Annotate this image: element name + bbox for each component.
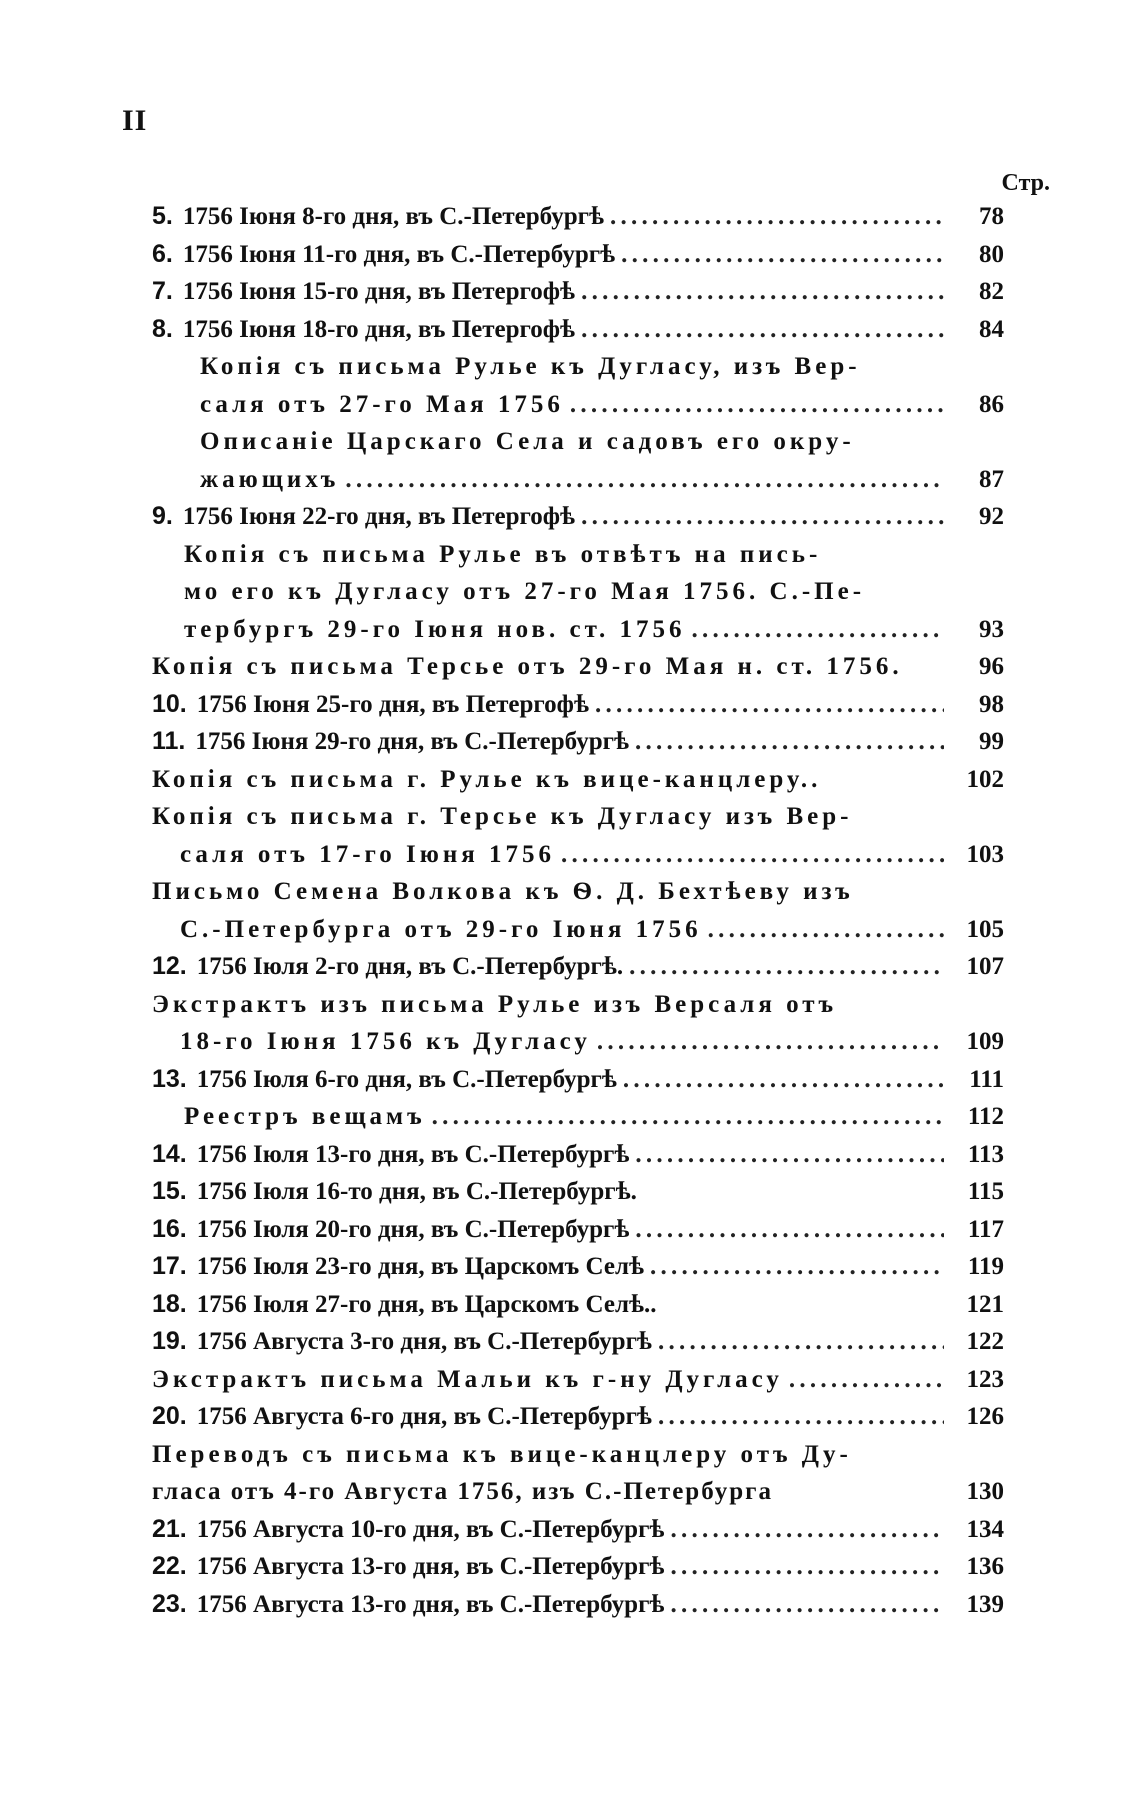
- entry-page: 113: [967, 1140, 1004, 1168]
- page-number: II: [122, 104, 148, 137]
- entry-page: 87: [979, 465, 1004, 493]
- toc-entry: [152, 723, 1004, 761]
- entry-title: 1756 Іюля 20-го дня, въ С.-Петербургѣ: [196, 1215, 630, 1243]
- entry-number: 12.: [152, 952, 187, 980]
- dot-leader: [432, 1098, 944, 1136]
- dot-leader: [597, 1023, 944, 1061]
- dot-leader: [621, 236, 944, 274]
- entry-number: 22.: [152, 1552, 187, 1580]
- page-column-header: Стр.: [1001, 170, 1050, 196]
- toc-subentry-line: [152, 348, 1004, 386]
- toc-subentry: [152, 461, 1004, 499]
- dot-leader: [623, 1061, 944, 1099]
- toc-entry: [152, 236, 1004, 274]
- toc-subentry-line: [152, 423, 1004, 461]
- entry-page: 112: [967, 1103, 1004, 1130]
- entry-page: 111: [969, 1065, 1004, 1093]
- entry-page: 117: [967, 1215, 1004, 1243]
- entry-title-continued: мо его къ Дугласу отъ 27-го Мая 1756. С.-Пе-: [184, 578, 866, 605]
- entry-title: 1756 Іюня 29-го дня, въ С.-Петербургѣ: [195, 728, 629, 755]
- entry-title: 1756 Іюня 8-го дня, въ С.-Петербургѣ: [182, 203, 604, 230]
- entry-number: 21.: [152, 1514, 187, 1543]
- entry-number: 14.: [152, 1139, 187, 1168]
- entry-number: 16.: [152, 1214, 187, 1243]
- entry-page: 93: [979, 615, 1004, 643]
- table-of-contents: [152, 198, 1004, 1623]
- entry-number: 7.: [152, 277, 173, 305]
- toc-subentry: [152, 611, 1004, 649]
- entry-title: 1756 Іюня 18-го дня, въ Петергофѣ: [182, 315, 576, 343]
- entry-title-continued: тербургъ 29-го Іюня нов. ст. 1756: [184, 615, 686, 643]
- entry-number: 18.: [152, 1289, 187, 1318]
- entry-title: 1756 Іюля 23-го дня, въ Царскомъ Селѣ: [196, 1253, 644, 1280]
- toc-subentry-line: [152, 986, 1004, 1024]
- toc-entry: [152, 948, 1004, 986]
- dot-leader: [789, 1361, 944, 1399]
- entry-title-continued: 18-го Іюня 1756 къ Дугласу: [180, 1028, 591, 1055]
- entry-page: 107: [966, 953, 1004, 980]
- toc-subentry-line: [152, 573, 1004, 611]
- dot-leader: [658, 1398, 944, 1436]
- entry-number: 6.: [152, 239, 173, 268]
- toc-entry: [152, 198, 1004, 236]
- entry-title: Копія съ письма Терсье отъ 29-го Мая н. ст. 1756.: [152, 653, 903, 680]
- entry-page: 136: [966, 1553, 1004, 1580]
- entry-number: 10.: [152, 689, 187, 718]
- dot-leader: [635, 1136, 944, 1174]
- dot-leader: [595, 686, 944, 724]
- entry-title: Переводъ съ письма къ вице-канцлеру отъ Ду-: [152, 1440, 852, 1468]
- entry-title: Экстрактъ письма Мальи къ г-ну Дугласу: [152, 1365, 783, 1393]
- toc-entry: [152, 1398, 1004, 1436]
- entry-page: 126: [966, 1403, 1004, 1430]
- toc-entry: [152, 1511, 1004, 1549]
- toc-subentry-line: [152, 536, 1004, 574]
- entry-title: Реестръ вещамъ: [184, 1103, 426, 1130]
- dot-leader: [561, 836, 944, 874]
- entry-page: 119: [967, 1253, 1004, 1280]
- entry-page: 92: [979, 503, 1004, 530]
- entry-title: Описаніе Царскаго Села и садовъ его окру-: [200, 428, 855, 455]
- toc-subentry: [152, 1473, 1004, 1511]
- dot-leader: [345, 461, 944, 499]
- entry-number: 9.: [152, 502, 173, 530]
- entry-page: 78: [979, 203, 1004, 230]
- entry-title: Копія съ письма г. Терсье къ Дугласу изъ Вер-: [152, 803, 853, 830]
- entry-page: 134: [966, 1515, 1004, 1543]
- entry-page: 86: [979, 390, 1004, 418]
- entry-page: 105: [966, 915, 1004, 943]
- dot-leader: [650, 1248, 944, 1286]
- dot-leader: [570, 386, 944, 424]
- toc-entry: [152, 1173, 1004, 1211]
- entry-title: 1756 Августа 10-го дня, въ С.-Петербургѣ: [196, 1515, 665, 1543]
- toc-subentry: [152, 1361, 1004, 1399]
- entry-page: 121: [966, 1290, 1004, 1318]
- toc-entry: [152, 311, 1004, 349]
- entry-title: Копія съ письма Рулье въ отвѣтъ на пись-: [184, 540, 822, 568]
- entry-title: Копія съ письма Рулье къ Дугласу, изъ Вер-: [200, 353, 861, 380]
- entry-title: 1756 Іюня 15-го дня, въ Петергофѣ: [182, 278, 576, 305]
- entry-title-continued: саля отъ 27-го Мая 1756: [200, 390, 564, 418]
- entry-page: 102: [966, 765, 1004, 793]
- entry-number: 11.: [152, 727, 186, 755]
- dot-leader: [692, 611, 944, 649]
- dot-leader: [581, 273, 944, 311]
- toc-entry: [152, 1548, 1004, 1586]
- dot-leader: [581, 498, 944, 536]
- entry-title-continued: гласа отъ 4-го Августа 1756, изъ С.-Петербурга: [152, 1478, 774, 1505]
- entry-title: 1756 Августа 13-го дня, въ С.-Петербургѣ: [196, 1553, 665, 1580]
- toc-subentry: [152, 386, 1004, 424]
- entry-title: 1756 Іюля 16-то дня, въ С.-Петербургѣ.: [196, 1178, 637, 1205]
- dot-leader: [629, 948, 944, 986]
- toc-subentry: [152, 836, 1004, 874]
- entry-page: 123: [966, 1365, 1004, 1393]
- toc-subentry: [152, 911, 1004, 949]
- entry-number: 5.: [152, 202, 173, 230]
- entry-page: 80: [979, 240, 1004, 268]
- dot-leader: [581, 311, 944, 349]
- entry-title: 1756 Іюня 22-го дня, въ Петергофѣ: [182, 503, 576, 530]
- dot-leader: [658, 1323, 944, 1361]
- toc-subentry: [152, 761, 1004, 799]
- entry-page: 139: [966, 1590, 1004, 1618]
- toc-entry: [152, 1136, 1004, 1174]
- entry-title: 1756 Іюля 2-го дня, въ С.-Петербургѣ.: [196, 953, 624, 980]
- entry-page: 122: [966, 1328, 1004, 1355]
- toc-subentry: [152, 1023, 1004, 1061]
- entry-number: 8.: [152, 314, 173, 343]
- entry-title: 1756 Іюля 27-го дня, въ Царскомъ Селѣ..: [196, 1290, 657, 1318]
- toc-subentry: [152, 648, 1004, 686]
- toc-subentry-line: [152, 873, 1004, 911]
- entry-page: 98: [979, 690, 1004, 718]
- entry-number: 17.: [152, 1252, 187, 1280]
- entry-title: Копія съ письма г. Рулье къ вице-канцлеру..: [152, 765, 822, 793]
- entry-title: 1756 Августа 13-го дня, въ С.-Петербургѣ: [196, 1590, 665, 1618]
- entry-number: 23.: [152, 1589, 187, 1618]
- toc-subentry-line: [152, 798, 1004, 836]
- toc-entry: [152, 1586, 1004, 1624]
- entry-page: 130: [966, 1478, 1004, 1505]
- entry-title: Экстрактъ изъ письма Рулье изъ Версаля отъ: [152, 990, 838, 1018]
- entry-page: 82: [979, 278, 1004, 305]
- entry-page: 96: [979, 653, 1004, 680]
- entry-page: 115: [967, 1178, 1004, 1205]
- toc-entry: [152, 1286, 1004, 1324]
- toc-entry: [152, 498, 1004, 536]
- entry-title: 1756 Августа 6-го дня, въ С.-Петербургѣ: [196, 1403, 652, 1430]
- entry-title: 1756 Іюня 11-го дня, въ С.-Петербургѣ: [182, 240, 616, 268]
- entry-number: 20.: [152, 1402, 187, 1430]
- entry-page: 103: [966, 840, 1004, 868]
- toc-entry: [152, 686, 1004, 724]
- entry-title-continued: С.-Петербурга отъ 29-го Іюня 1756: [180, 915, 702, 943]
- dot-leader: [635, 723, 944, 761]
- dot-leader: [708, 911, 944, 949]
- toc-entry: [152, 1323, 1004, 1361]
- dot-leader: [635, 1211, 944, 1249]
- entry-page: 109: [966, 1028, 1004, 1055]
- entry-number: 13.: [152, 1064, 187, 1093]
- entry-number: 19.: [152, 1327, 187, 1355]
- entry-title: 1756 Іюля 13-го дня, въ С.-Петербургѣ: [196, 1140, 630, 1168]
- toc-subentry: [152, 1098, 1004, 1136]
- entry-title: 1756 Іюля 6-го дня, въ С.-Петербургѣ: [196, 1065, 617, 1093]
- toc-entry: [152, 1248, 1004, 1286]
- entry-title: 1756 Іюня 25-го дня, въ Петергофѣ: [196, 690, 589, 718]
- dot-leader: [670, 1586, 944, 1624]
- entry-title: 1756 Августа 3-го дня, въ С.-Петербургѣ: [196, 1328, 652, 1355]
- entry-page: 99: [979, 728, 1004, 755]
- entry-page: 84: [979, 315, 1004, 343]
- entry-number: 15.: [152, 1177, 187, 1205]
- toc-subentry-line: [152, 1436, 1004, 1474]
- dot-leader: [670, 1511, 944, 1549]
- dot-leader: [610, 198, 944, 236]
- dot-leader: [670, 1548, 944, 1586]
- toc-entry: [152, 1061, 1004, 1099]
- toc-entry: [152, 1211, 1004, 1249]
- entry-title-continued: жающихъ: [200, 465, 340, 493]
- entry-title: Письмо Семена Волкова къ Ѳ. Д. Бехтѣеву изъ: [152, 878, 854, 905]
- entry-title-continued: саля отъ 17-го Іюня 1756: [180, 840, 556, 868]
- toc-entry: [152, 273, 1004, 311]
